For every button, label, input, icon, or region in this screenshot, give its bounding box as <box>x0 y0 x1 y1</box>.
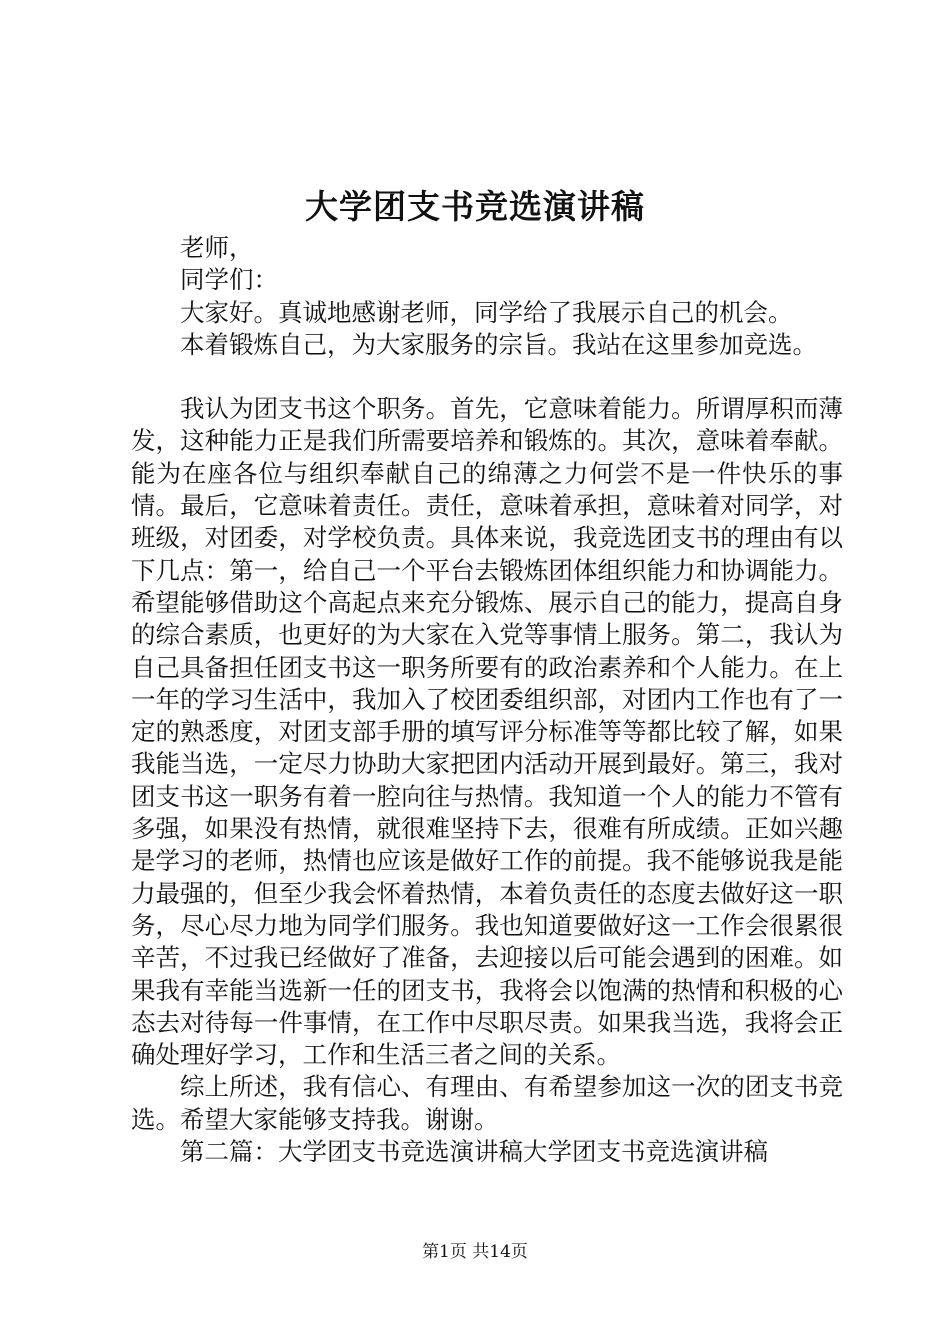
paragraph-greeting: 大家好。真诚地感谢老师，同学给了我展示自己的机会。 <box>180 297 793 327</box>
salutation-classmates: 同学们： <box>180 265 278 295</box>
paragraph-main: 我认为团支书这个职务。首先，它意味着能力。所谓厚积而薄发，这种能力正是我们所需要培养和锻炼的。其次，意味着奉献。能为在座各位与组织奉献自己的绵薄之力何尝不是一件快乐的事情。最后，它意味着责任。责任，意味着承担，意味着对同学，对班级，对团委，对学校负责。具体来说，我竞选团支书的理由有以下几点：第一，给自己一个平台去锻炼团体组织能力和协调能力。希望能够借助这个高起点来充分锻炼、展示自己的能力，提高自身的综合素质，也更好的为大家在入党等事情上服务。第二，我认为自己具备担任团支书这一职务所要有的政治素养和个人能力。在上一年的学习生活中，我加入了校团委组织部，对团内工作也有了一定的熟悉度，对团支部手册的填写评分标准等等都比较了解，如果我能当选，一定尽力协助大家把团内活动开展到最好。第三，我对团支书这一职务有着一腔向往与热情。我知道一个人的能力不管有多强，如果没有热情，就很难坚持下去，很难有所成绩。正如兴趣是学习的老师，热情也应该是做好工作的前提。我不能够说我是能力最强的，但至少我会怀着热情，本着负责任的态度去做好这一职务，尽心尽力地为同学们服务。我也知道要做好这一工作会很累很辛苦，不过我已经做好了准备，去迎接以后可能会遇到的困难。如果我有幸能当选新一任的团支书，我将会以饱满的热情和积极的心态去对待每一件事情，在工作中尽职尽责。如果我当选，我将会正确处理好学习，工作和生活三者之间的关系。 <box>131 394 843 1070</box>
paragraph-conclusion: 综上所述，我有信心、有理由、有希望参加这一次的团支书竞选。希望大家能够支持我。谢谢。 <box>131 1072 843 1134</box>
document-body <box>131 232 843 1168</box>
salutation-teachers: 老师， <box>180 233 254 262</box>
paragraph-second-part: 第二篇：大学团支书竞选演讲稿大学团支书竞选演讲稿 <box>180 1137 768 1167</box>
paragraph-purpose: 本着锻炼自己，为大家服务的宗旨。我站在这里参加竞选。 <box>180 329 817 359</box>
page-indicator: 第1页 共14页 <box>422 1242 528 1262</box>
document-title: 大学团支书竞选演讲稿 <box>305 187 645 226</box>
